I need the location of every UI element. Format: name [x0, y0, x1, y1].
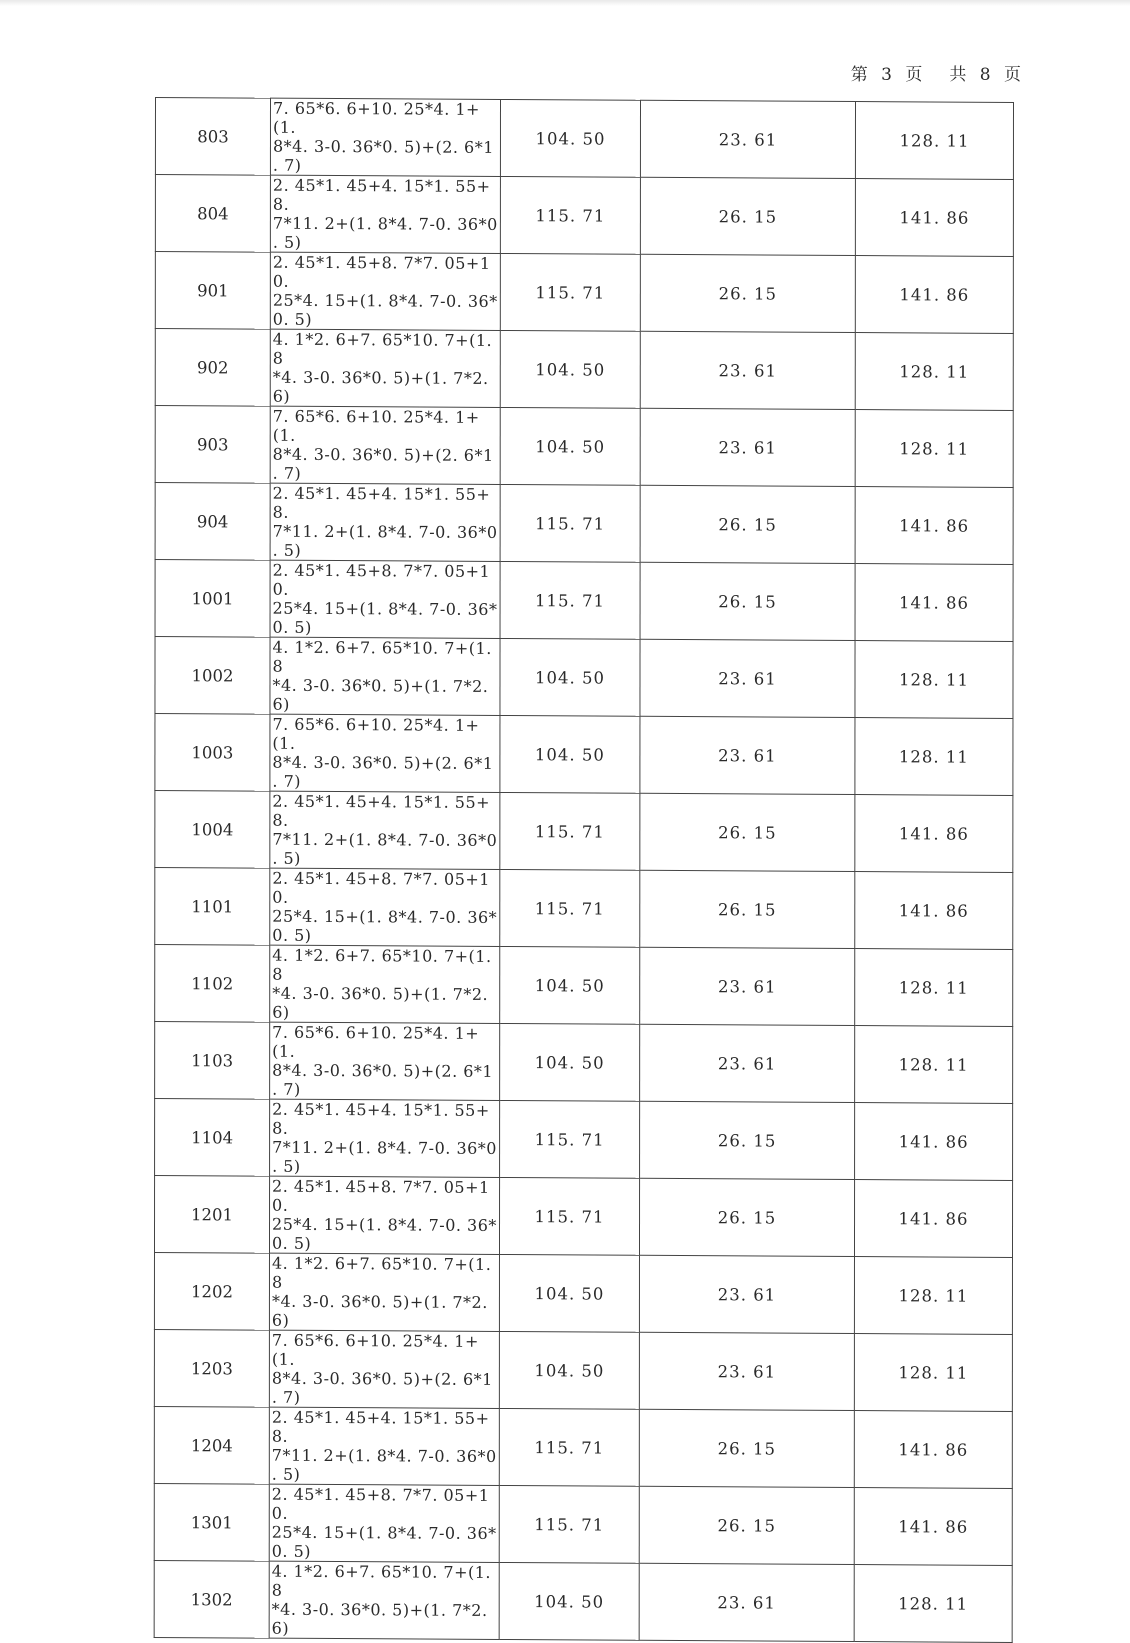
table-row: [155, 637, 1013, 719]
total-area-cell: 141. 86: [854, 1180, 1012, 1258]
total-area-cell: 128. 11: [855, 949, 1013, 1027]
total-area-cell: 141. 86: [854, 1488, 1012, 1566]
area-value-cell: 115. 71: [499, 1485, 639, 1563]
room-number-cell: 1101: [155, 867, 270, 945]
area-value-cell: 115. 71: [500, 1100, 640, 1178]
formula-line: . 7): [271, 1387, 301, 1407]
formula-line: 25*4. 15+(1. 8*4. 7-0. 36*: [271, 1522, 497, 1543]
formula-line: 0. 5): [271, 1541, 312, 1561]
formula-line: *4. 3-0. 36*0. 5)+(1. 7*2.: [272, 675, 489, 696]
room-number-cell: 902: [155, 329, 270, 407]
shared-area-cell: 23. 61: [640, 639, 855, 717]
formula-line: 7. 65*6. 6+10. 25*4. 1+(1.: [272, 98, 480, 137]
formula-line: 7. 65*6. 6+10. 25*4. 1+(1.: [271, 1330, 479, 1369]
area-formula-cell: [269, 1176, 499, 1254]
formula-line: 2. 45*1. 45+4. 15*1. 55+8.: [272, 1099, 490, 1138]
total-area-cell: 128. 11: [855, 410, 1013, 488]
formula-line: 7. 65*6. 6+10. 25*4. 1+(1.: [272, 406, 480, 445]
shared-area-cell: 23. 61: [640, 947, 855, 1025]
room-number-cell: 804: [155, 175, 270, 253]
formula-line: . 5): [272, 232, 302, 252]
formula-line: . 7): [272, 771, 302, 791]
shared-area-cell: 26. 15: [639, 1486, 854, 1564]
page-label-prefix: 第: [850, 65, 869, 85]
formula-line: 2. 45*1. 45+4. 15*1. 55+8.: [271, 1407, 490, 1446]
room-number-cell: 1102: [155, 944, 270, 1022]
room-number-cell: 1302: [154, 1560, 269, 1638]
formula-line: 4. 1*2. 6+7. 65*10. 7+(1. 8: [272, 945, 492, 984]
total-area-cell: 128. 11: [855, 333, 1013, 411]
area-value-cell: 115. 71: [500, 176, 640, 254]
total-area-cell: 141. 86: [855, 487, 1013, 565]
formula-line: . 5): [272, 848, 301, 868]
total-area-cell: 141. 86: [855, 179, 1013, 257]
formula-line: 8*4. 3-0. 36*0. 5)+(2. 6*1: [272, 752, 494, 773]
table-row: [155, 790, 1013, 872]
formula-line: 25*4. 15+(1. 8*4. 7-0. 36*: [272, 906, 498, 927]
area-value-cell: 104. 50: [500, 946, 640, 1024]
shared-area-cell: 23. 61: [640, 408, 855, 486]
total-pages-label: [949, 60, 1022, 85]
formula-line: 4. 1*2. 6+7. 65*10. 7+(1. 8: [271, 1253, 492, 1292]
area-value-cell: 104. 50: [499, 1331, 639, 1409]
total-area-cell: 128. 11: [854, 1257, 1012, 1335]
table-row: [155, 329, 1013, 411]
area-formula-cell: [270, 560, 500, 638]
formula-line: 6): [272, 386, 291, 406]
scan-edge: [0, 0, 1130, 6]
room-number-cell: 1003: [155, 714, 270, 792]
area-value-cell: 115. 71: [499, 1177, 639, 1255]
formula-line: 7*11. 2+(1. 8*4. 7-0. 36*0: [272, 521, 498, 542]
formula-line: 2. 45*1. 45+8. 7*7. 05+10.: [272, 252, 491, 291]
area-formula-cell: [270, 868, 500, 946]
page-current-number: 3: [881, 65, 893, 85]
total-pages-number: 8: [979, 65, 992, 85]
shared-area-cell: 26. 15: [640, 485, 855, 563]
total-area-cell: 128. 11: [855, 641, 1013, 719]
shared-area-cell: 23. 61: [640, 1024, 855, 1102]
area-formula-cell: [270, 252, 500, 330]
total-area-cell: 141. 86: [855, 795, 1013, 873]
area-value-cell: 104. 50: [500, 407, 640, 485]
shared-area-cell: 23. 61: [639, 1563, 854, 1641]
area-value-cell: 104. 50: [499, 1562, 639, 1640]
shared-area-cell: 26. 15: [639, 1409, 854, 1487]
formula-line: 8*4. 3-0. 36*0. 5)+(2. 6*1: [272, 1060, 494, 1081]
table-row: [155, 714, 1013, 796]
formula-line: 0. 5): [271, 1233, 312, 1253]
area-formula-cell: [270, 98, 500, 176]
formula-line: 25*4. 15+(1. 8*4. 7-0. 36*: [272, 290, 498, 311]
room-number-cell: 901: [155, 252, 270, 330]
formula-line: 2. 45*1. 45+8. 7*7. 05+10.: [272, 868, 490, 907]
formula-line: 2. 45*1. 45+8. 7*7. 05+10.: [272, 1176, 490, 1215]
room-number-cell: 1004: [155, 790, 270, 868]
shared-area-cell: 26. 15: [640, 1101, 855, 1179]
area-formula-cell: [269, 1484, 499, 1562]
area-formula-cell: [270, 406, 500, 484]
shared-area-cell: 23. 61: [639, 1255, 854, 1333]
formula-line: *4. 3-0. 36*0. 5)+(1. 7*2.: [272, 983, 489, 1004]
total-area-cell: 128. 11: [854, 1565, 1012, 1643]
table-row: [154, 1329, 1012, 1411]
area-formula-cell: [269, 1407, 499, 1485]
room-number-cell: 1203: [154, 1329, 269, 1407]
area-table-body: [154, 98, 1013, 1643]
table-row: [155, 406, 1013, 488]
area-value-cell: 104. 50: [500, 330, 640, 408]
formula-line: . 7): [272, 463, 302, 483]
total-label-suffix: 页: [1004, 65, 1022, 85]
room-number-cell: 1301: [154, 1483, 269, 1561]
formula-line: 2. 45*1. 45+4. 15*1. 55+8.: [272, 483, 491, 522]
formula-line: 8*4. 3-0. 36*0. 5)+(2. 6*1: [272, 444, 494, 465]
formula-line: 2. 45*1. 45+4. 15*1. 55+8.: [272, 791, 491, 830]
table-row: [155, 175, 1013, 257]
total-area-cell: 141. 86: [855, 564, 1013, 642]
total-area-cell: 141. 86: [855, 256, 1013, 334]
formula-line: 6): [272, 1002, 290, 1022]
room-number-cell: 1001: [155, 560, 270, 638]
formula-line: 4. 1*2. 6+7. 65*10. 7+(1. 8: [272, 329, 493, 368]
area-formula-cell: [269, 1561, 499, 1639]
area-value-cell: 115. 71: [499, 1408, 639, 1486]
shared-area-cell: 26. 15: [640, 562, 855, 640]
formula-line: 8*4. 3-0. 36*0. 5)+(2. 6*1: [272, 136, 494, 157]
table-row: [154, 1560, 1012, 1642]
area-value-cell: 115. 71: [500, 792, 640, 870]
shared-area-cell: 26. 15: [640, 254, 855, 332]
area-value-cell: 104. 50: [499, 1254, 639, 1332]
table-row: [155, 98, 1013, 180]
room-number-cell: 1104: [155, 1098, 270, 1176]
formula-line: . 7): [272, 1079, 301, 1099]
formula-line: 2. 45*1. 45+4. 15*1. 55+8.: [272, 175, 491, 214]
table-row: [155, 1021, 1013, 1103]
total-area-cell: 128. 11: [855, 102, 1013, 180]
room-number-cell: 1202: [154, 1252, 269, 1330]
room-number-cell: 1103: [155, 1021, 270, 1099]
shared-area-cell: 26. 15: [640, 177, 855, 255]
formula-line: 25*4. 15+(1. 8*4. 7-0. 36*: [272, 1214, 497, 1235]
formula-line: 7*11. 2+(1. 8*4. 7-0. 36*0: [271, 1445, 497, 1466]
formula-line: 2. 45*1. 45+8. 7*7. 05+10.: [271, 1484, 490, 1523]
formula-line: 4. 1*2. 6+7. 65*10. 7+(1. 8: [272, 637, 492, 676]
table-row: [155, 1098, 1013, 1180]
formula-line: 0. 5): [272, 617, 312, 637]
shared-area-cell: 23. 61: [640, 716, 855, 794]
area-formula-cell: [270, 483, 500, 561]
area-value-cell: 115. 71: [500, 869, 640, 947]
shared-area-cell: 26. 15: [639, 1178, 854, 1256]
room-number-cell: 1204: [154, 1406, 269, 1484]
shared-area-cell: 23. 61: [639, 1332, 854, 1410]
formula-line: 7*11. 2+(1. 8*4. 7-0. 36*0: [272, 1137, 497, 1158]
area-formula-cell: [269, 1253, 499, 1331]
table-row: [155, 867, 1013, 949]
current-page-label: [851, 60, 924, 85]
area-formula-cell: [270, 1022, 500, 1100]
area-formula-cell: [270, 791, 500, 869]
room-number-cell: 803: [155, 98, 270, 176]
formula-line: 2. 45*1. 45+8. 7*7. 05+10.: [272, 560, 491, 599]
total-area-cell: 141. 86: [855, 872, 1013, 950]
total-area-cell: 128. 11: [854, 1334, 1012, 1412]
area-formula-cell: [270, 637, 500, 715]
area-value-cell: 115. 71: [500, 561, 640, 639]
table-row: [154, 1175, 1012, 1257]
formula-line: *4. 3-0. 36*0. 5)+(1. 7*2.: [271, 1291, 488, 1312]
area-formula-cell: [270, 1099, 500, 1177]
total-area-cell: 128. 11: [855, 1026, 1013, 1104]
page-label-suffix: 页: [905, 65, 924, 85]
formula-line: . 5): [272, 1156, 301, 1176]
room-number-cell: 903: [155, 406, 270, 484]
shared-area-cell: 23. 61: [640, 100, 855, 178]
formula-line: 7*11. 2+(1. 8*4. 7-0. 36*0: [272, 829, 498, 850]
area-value-cell: 104. 50: [500, 1023, 640, 1101]
area-value-cell: 104. 50: [500, 638, 640, 716]
area-value-cell: 104. 50: [500, 715, 640, 793]
shared-area-cell: 26. 15: [640, 870, 855, 948]
total-label-prefix: 共: [949, 65, 968, 85]
formula-line: 6): [271, 1310, 290, 1330]
area-formula-cell: [270, 329, 500, 407]
shared-area-cell: 23. 61: [640, 331, 855, 409]
area-value-cell: 104. 50: [500, 99, 640, 177]
area-value-cell: 115. 71: [500, 253, 640, 331]
table-row: [155, 944, 1013, 1026]
formula-line: 8*4. 3-0. 36*0. 5)+(2. 6*1: [271, 1368, 493, 1389]
formula-line: *4. 3-0. 36*0. 5)+(1. 7*2.: [271, 1599, 488, 1620]
formula-line: 7. 65*6. 6+10. 25*4. 1+(1.: [272, 714, 480, 753]
page-indicator: [851, 60, 1022, 85]
area-value-cell: 115. 71: [500, 484, 640, 562]
formula-line: *4. 3-0. 36*0. 5)+(1. 7*2.: [272, 367, 489, 388]
area-formula-cell: [270, 175, 500, 253]
area-formula-cell: [270, 945, 500, 1023]
table-row: [155, 560, 1013, 642]
room-number-cell: 1002: [155, 637, 270, 715]
formula-line: 7. 65*6. 6+10. 25*4. 1+(1.: [272, 1022, 480, 1061]
formula-line: 7*11. 2+(1. 8*4. 7-0. 36*0: [272, 213, 498, 234]
room-number-cell: 904: [155, 483, 270, 561]
table-row: [154, 1252, 1012, 1334]
formula-line: . 7): [272, 155, 302, 175]
shared-area-cell: 26. 15: [640, 793, 855, 871]
room-number-cell: 1201: [154, 1175, 269, 1253]
total-area-cell: 128. 11: [855, 718, 1013, 796]
area-table: [154, 97, 1014, 1643]
table-row: [154, 1483, 1012, 1565]
formula-line: . 5): [272, 540, 302, 560]
table-row: [155, 252, 1013, 334]
total-area-cell: 141. 86: [855, 1103, 1013, 1181]
table-row: [155, 483, 1013, 565]
area-formula-cell: [269, 1330, 499, 1408]
formula-line: . 5): [271, 1464, 301, 1484]
formula-line: 0. 5): [272, 309, 313, 329]
formula-line: 0. 5): [272, 925, 312, 945]
area-formula-cell: [270, 714, 500, 792]
formula-line: 25*4. 15+(1. 8*4. 7-0. 36*: [272, 598, 498, 619]
formula-line: 6): [272, 694, 290, 714]
formula-line: 4. 1*2. 6+7. 65*10. 7+(1. 8: [271, 1561, 492, 1600]
formula-line: 6): [271, 1618, 290, 1638]
area-table-wrapper: [154, 97, 1014, 1643]
table-row: [154, 1406, 1012, 1488]
total-area-cell: 141. 86: [854, 1411, 1012, 1489]
